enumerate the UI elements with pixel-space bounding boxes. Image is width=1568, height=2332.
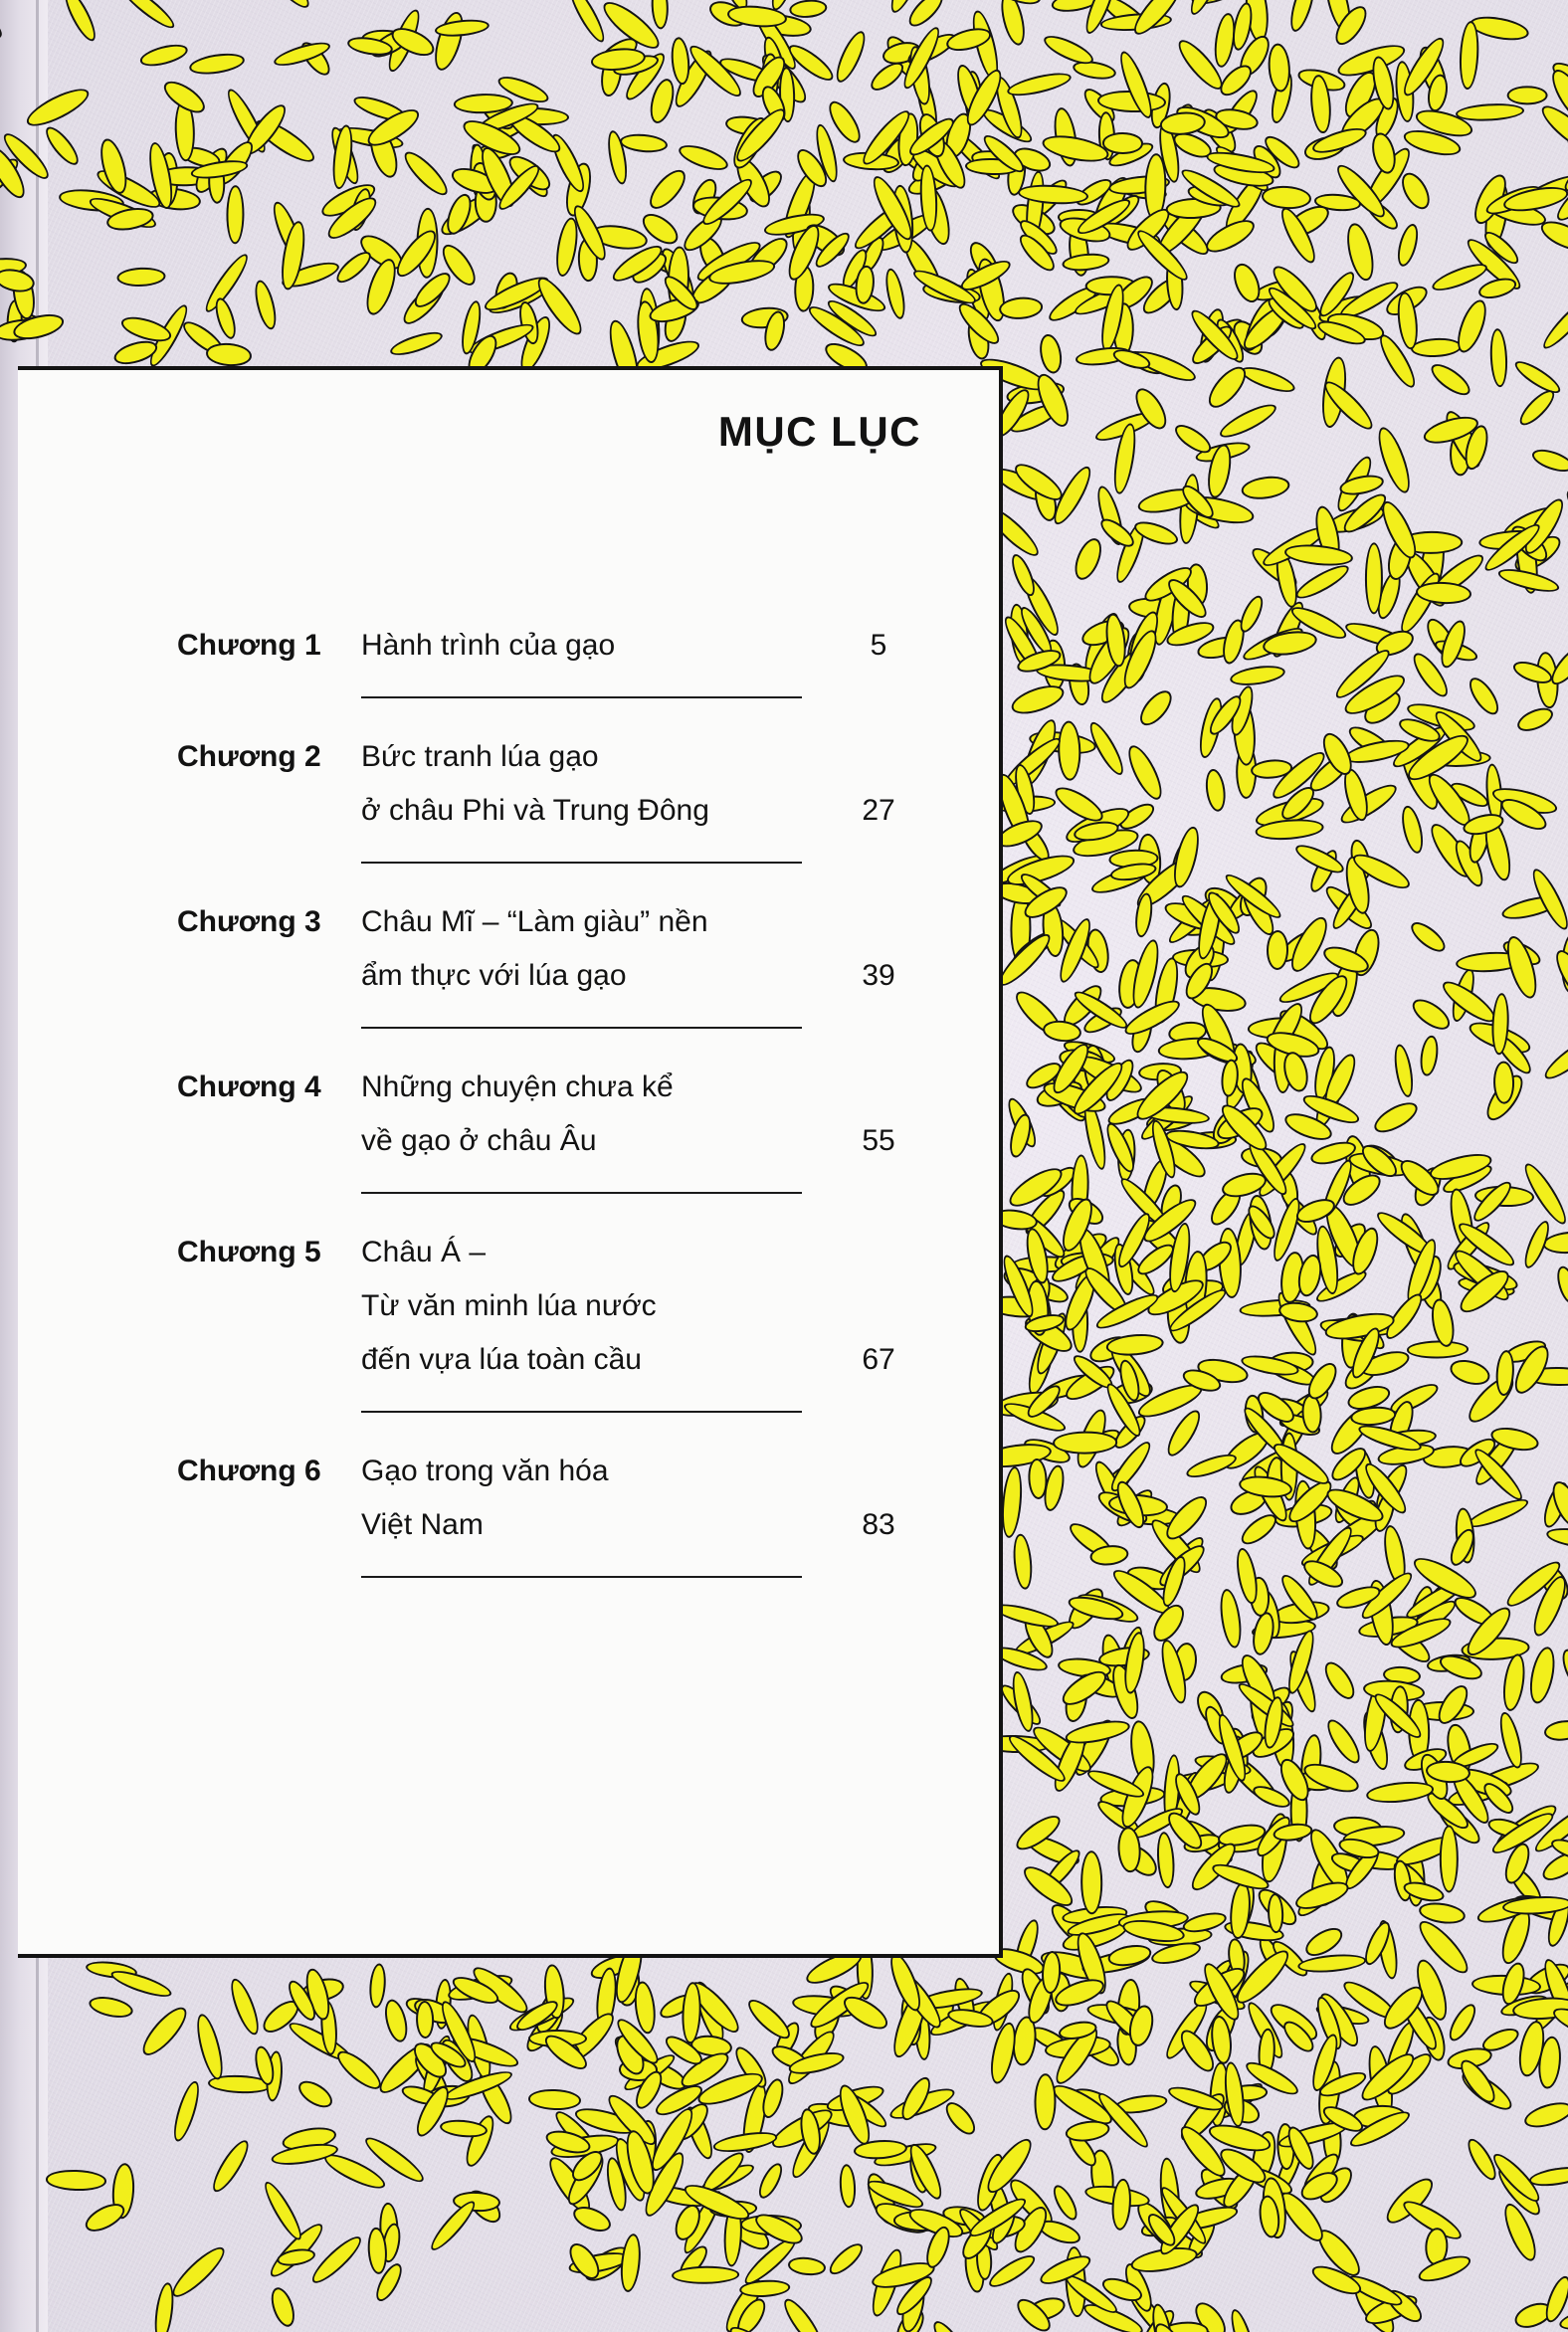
chapter-title [361,730,804,838]
table-of-contents-card [18,366,1003,1958]
toc-entry[interactable] [177,619,953,698]
chapter-page-number: 39 [862,959,895,992]
chapter-title [361,895,804,1003]
chapter-title-line: Bức tranh lúa gạo [361,740,599,773]
chapter-label: Chương 1 [177,629,321,662]
chapter-title [361,619,804,673]
toc-entry[interactable] [177,1061,953,1194]
toc-entry[interactable] [177,895,953,1029]
chapter-title-line: Hành trình của gạo [361,629,616,662]
chapter-title [361,1061,804,1168]
chapter-label: Chương 3 [177,905,321,938]
page-title: MỤC LỤC [717,408,921,455]
chapter-page-number: 5 [870,629,887,662]
chapter-title-line: Những chuyện chưa kể [361,1070,674,1103]
chapter-title [361,1226,804,1387]
chapter-label: Chương 2 [177,740,321,773]
chapter-page-number: 83 [862,1508,895,1541]
chapter-title-line: đến vựa lúa toàn cầu [361,1343,642,1376]
toc-entry[interactable] [177,1445,953,1578]
chapter-title-line: Từ văn minh lúa nước [361,1289,657,1322]
chapter-title-line: Châu Á – [361,1236,487,1268]
chapter-title-line: Việt Nam [361,1508,484,1541]
chapter-label: Chương 5 [177,1236,321,1268]
chapter-title-line: ẩm thực với lúa gạo [361,959,627,992]
chapter-title-line: về gạo ở châu Âu [361,1124,597,1157]
chapter-title-line: Gạo trong văn hóa [361,1455,609,1487]
toc-entry-list [177,619,953,1610]
toc-entry[interactable] [177,730,953,864]
chapter-label: Chương 6 [177,1455,321,1487]
chapter-title-line: ở châu Phi và Trung Đông [361,794,709,827]
chapter-page-number: 27 [862,794,895,827]
chapter-title-line: Châu Mĩ – “Làm giàu” nền [361,905,708,938]
chapter-page-number: 55 [862,1124,895,1157]
chapter-label: Chương 4 [177,1070,321,1103]
toc-entry[interactable] [177,1226,953,1413]
chapter-title [361,1445,804,1552]
chapter-page-number: 67 [862,1343,895,1376]
